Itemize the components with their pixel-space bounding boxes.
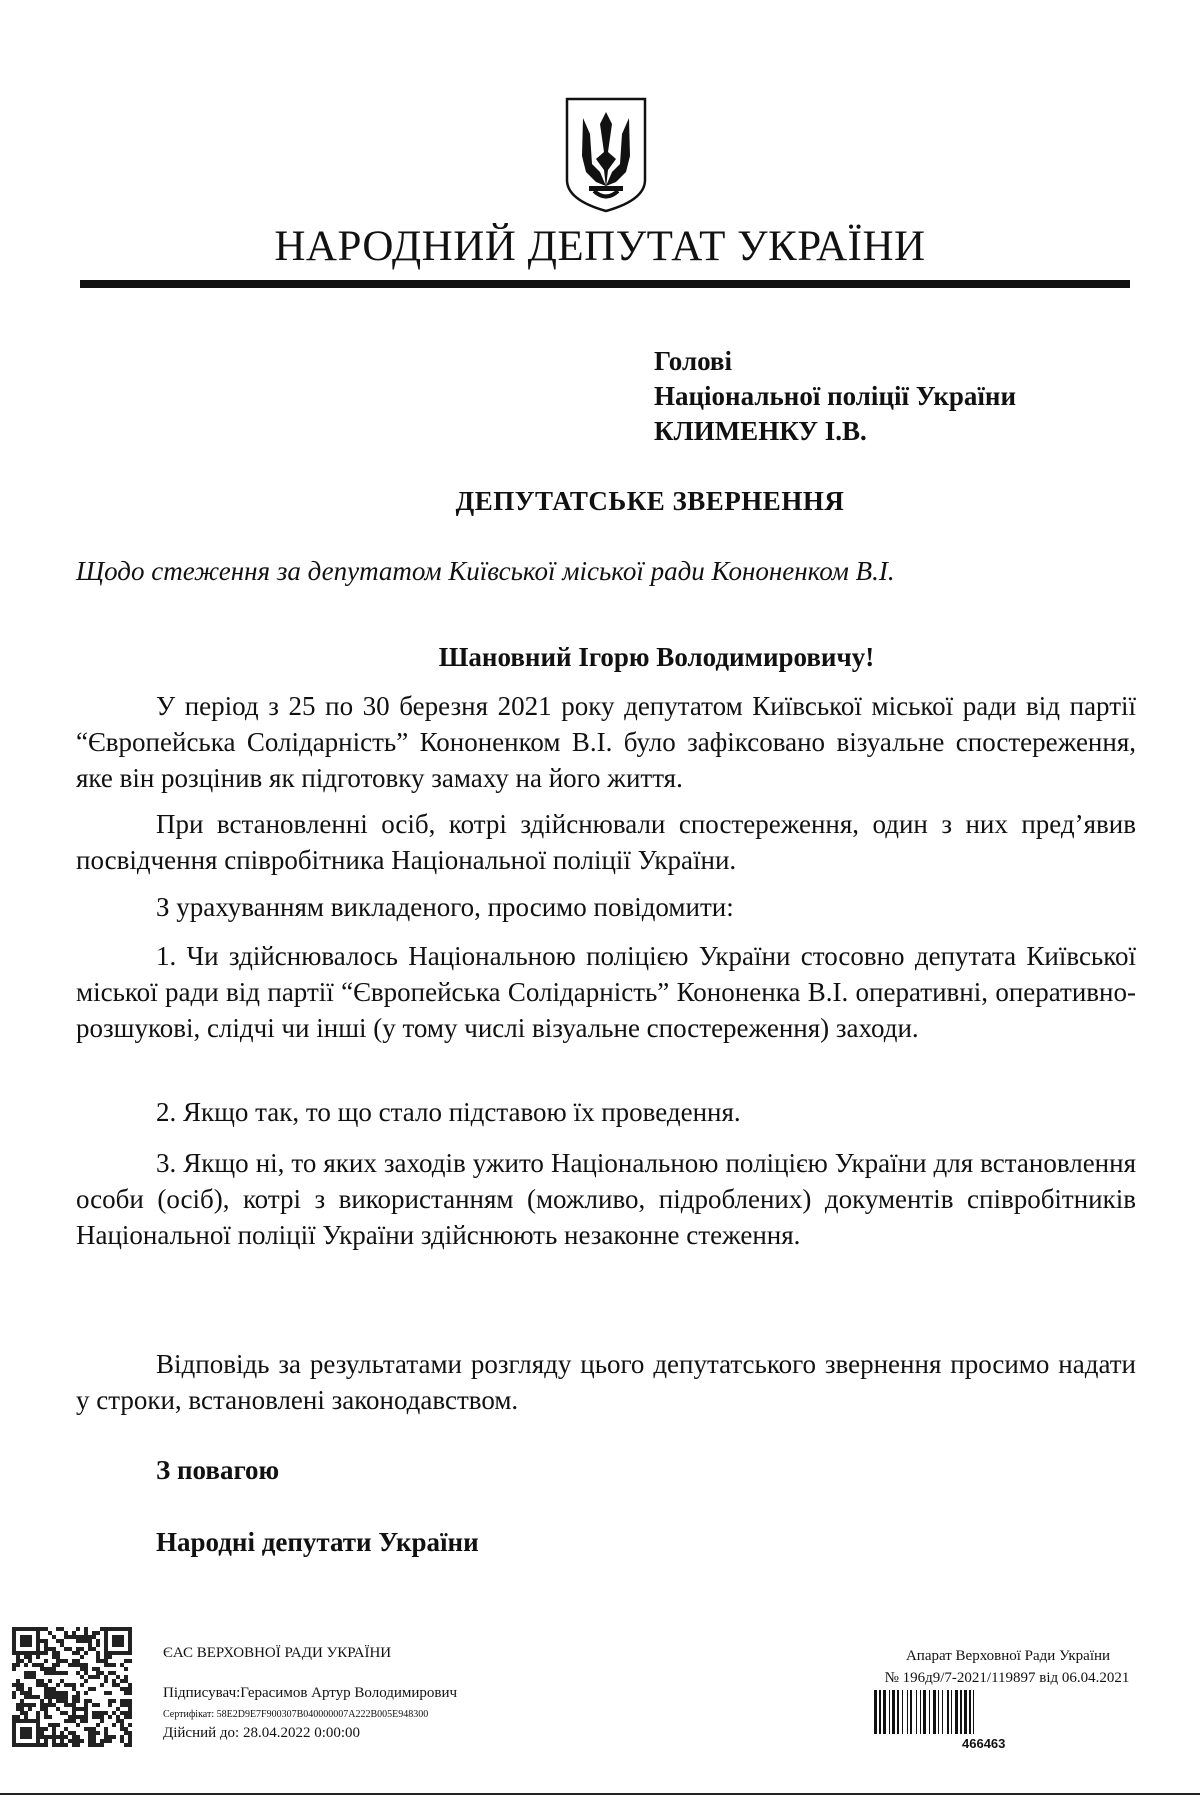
body-paragraph: При встановленні осіб, котрі здійснювали спостереження, один з них пред’явив посвідчення співробітника Національної поліції України. [76,809,1136,875]
certificate-label: Сертифікат: 58E2D9E7F900307B040000007A222B005E948300 [163,1709,429,1720]
list-item: 2. Якщо так, то що стало підставою їх проведення. [156,1097,741,1127]
letterhead-title: НАРОДНИЙ ДЕПУТАТ УКРАЇНИ [274,223,926,270]
document-subject: Щодо стеження за депутатом Київської міської ради Кононенком В.І. [76,556,895,586]
closing: З повагою [156,1455,280,1485]
addressee-block [654,344,1016,449]
registry-office: Апарат Верховної Ради України [905,1648,1111,1664]
barcode-number: 466463 [962,1736,1006,1751]
salutation: Шановний Ігорю Володимировичу! [438,642,875,672]
signer-label: Підписувач:Герасимов Артур Володимирович [163,1685,458,1701]
signature-title: Народні депутати України [156,1527,479,1557]
page-edge-line [0,1793,1200,1795]
tryzub-icon [563,96,649,214]
barcode [874,1690,1114,1734]
registration-number: № 196д9/7-2021/119897 від 06.04.2021 [884,1670,1130,1686]
eas-label: ЄАС ВЕРХОВНОЇ РАДИ УКРАЇНИ [163,1645,392,1661]
body-paragraph: З урахуванням викладеного, просимо повідомити: [156,892,734,922]
qr-code [12,1627,132,1747]
addressee-line: Голові [654,346,733,376]
addressee-line: Національної поліції України [654,381,1017,411]
header-rule [80,280,1130,288]
list-item: 3. Якщо ні, то яких заходів ужито Національною поліцією України для встановлення особи (осіб), котрі з використанням (можливо, підроблених) документів співробітників Національної поліції України здійснюють незаконне стеження. [76,1148,1136,1250]
body-paragraph: Відповідь за результатами розгляду цього депутатського звернення просимо надати у строки, встановлені законодавством. [76,1349,1136,1415]
list-item: 1. Чи здійснювалось Національною поліцією України стосовно депутата Київської міської ради від партії “Європейська Солідарність” Кононенка В.І. оперативні, оперативно-розшукові, слідчі чи інші (у тому числі візуальне спостереження) заходи. [76,941,1136,1043]
addressee-line: КЛИМЕНКУ І.В. [654,416,867,446]
validity-label: Дійсний до: 28.04.2022 0:00:00 [163,1725,361,1741]
body-paragraph: У період з 25 по 30 березня 2021 року депутатом Київської міської ради від партії “Європейська Солідарність” Кононенком В.І. було зафіксовано візуальне спостереження, яке він розцінив як підготовку замаху на його життя. [76,691,1136,793]
document-heading: ДЕПУТАТСЬКЕ ЗВЕРНЕННЯ [455,486,845,516]
